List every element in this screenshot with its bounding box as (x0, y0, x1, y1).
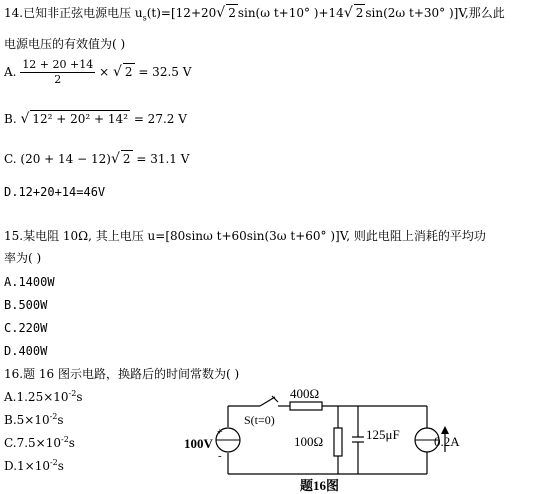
q15-option-a: A.1400W (4, 275, 55, 289)
q14-option-a: A. $\frac{12 + 20 +14}{2}$ × √ 2 = 32.5 V (4, 58, 192, 86)
label-cap: 125μF (366, 427, 400, 442)
q16-stem: 16.题 16 图示电路，换路后的时间常数为( ) (4, 367, 240, 381)
q16-option-b: $B.5\times 10^{-2}s$ (4, 412, 64, 427)
q15-stem: 15.某电阻 10Ω, 其上电压 u=[80sinω t+60sin(3ω t+60° )]V, 则此电阻上消耗的平均功 (4, 229, 486, 243)
q15-option-b: B.500W (4, 298, 48, 312)
figure-caption: 题16图 (300, 478, 340, 493)
switch-blade (260, 397, 275, 406)
label-r100: 100Ω (294, 434, 324, 449)
q14-option-d: D.12+20+14=46V (4, 185, 106, 199)
resistor-100 (334, 428, 342, 456)
q16-option-d: $D.1\times 10^{-2}s$ (4, 458, 64, 473)
resistor-400 (290, 402, 322, 410)
q14-stem-line2: 电源电压的有效值为( ) (4, 37, 126, 51)
label-plus: + (217, 427, 223, 438)
q14-option-c: C. (20 + 14 − 12)√ 2 = 31.1 V (4, 151, 190, 167)
circuit-diagram (182, 384, 472, 494)
q16-option-c: $C.7.5\times 10^{-2}s$ (4, 435, 75, 450)
q15-stem-line2: 率为( ) (4, 251, 42, 265)
q15-option-d: D.400W (4, 344, 48, 358)
label-minus: - (218, 450, 222, 462)
label-source-i: 0.2A (434, 434, 460, 449)
switch-marker (272, 396, 278, 402)
label-source-v: 100V (184, 436, 213, 451)
label-r400: 400Ω (290, 386, 320, 401)
q16-option-a: $A.1.25\times 10^{-2}s$ (4, 389, 83, 404)
q15-option-c: C.220W (4, 321, 48, 335)
q14-stem: 14.已知非正弦电源电压 $u_s(t)=[12+20√$ 2 sin(ω t+10° )+14√ 2 sin(2ω t+30° )]V,那么此 (4, 5, 505, 23)
q14-option-b: B. √ 12² + 20² + 14² = 27.2 V (4, 111, 187, 127)
label-switch: S(t=0) (244, 413, 275, 427)
q14-a-fraction: $\frac{12 + 20 +14}{2}$ (22, 58, 94, 86)
current-arrow-head-icon (441, 426, 449, 434)
